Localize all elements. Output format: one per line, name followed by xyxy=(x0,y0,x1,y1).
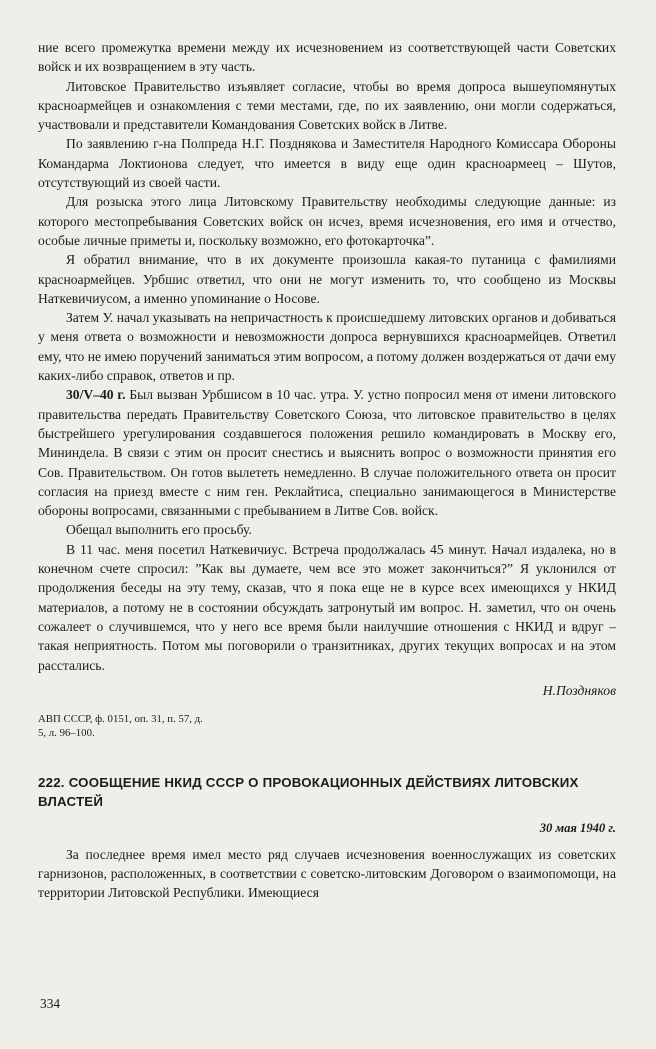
dated-entry-paragraph xyxy=(38,385,616,520)
document-number: 222. xyxy=(38,774,65,790)
entry-date: 30/V–40 г. xyxy=(66,387,126,403)
paragraph-2: Литовское Правительство изъявляет согласие, чтобы во время допроса вышеупомянутых красноармейцев и ознакомления с теми местами, где, по их заявлению, они могли содержаться, участвовали и представители Командования Советских войск в Литве. xyxy=(38,78,616,133)
text-column xyxy=(38,38,616,903)
page-number: 334 xyxy=(40,996,61,1011)
document-body: За последнее время имел место ряд случаев исчезновения военнослужащих из советских гарнизонов, расположенных, в соответствии с советско-литовским Договором о взаимопомощи, на территории Литовской Республики. Имеющиеся xyxy=(38,846,616,901)
signature: Н.Поздняков xyxy=(542,682,616,698)
paragraph-5: Я обратил внимание, что в их документе произошла какая-то путаница с фамилиями красноармейцев. Урбшис ответил, что они не могут изменить то, что сообщено из Москвы Наткевичиусом, а именно упоминание о Носове. xyxy=(38,252,616,306)
paragraph-4: Для розыска этого лица Литовскому Правительству необходимы следующие данные: из которого местопребывания Советских войск он исчез, время исчезновения, его имя и отчество, особые личные приметы и, поскольку возможно, его фотокарточка”. xyxy=(38,194,616,248)
paragraph-6: Затем У. начал указывать на непричастность к происшедшему литовских органов и добиваться у меня ответа о возможности и невозможности допроса вернувшихся красноармейцев. Ответил ему, что не имею поручений заниматься этим вопросом, а потому должен воздержаться от дачи ему каких-либо справок, ответов и пр. xyxy=(38,310,616,384)
archive-reference: АВП СССР, ф. 0151, оп. 31, п. 57, д. 5, л. 96–100. xyxy=(38,712,203,740)
paragraph-3: По заявлению г-на Полпреда Н.Г. Позднякова и Заместителя Народного Комиссара Обороны Командарма Локтионова следует, что имеется в виду еще один красноармеец – Шутов, отсутствующий из своей части. xyxy=(38,136,616,191)
paragraph-1: ние всего промежутка времени между их исчезновением из соответствующей части Советских войск и их возвращением в эту часть. xyxy=(38,40,616,75)
document-title xyxy=(38,773,616,811)
paragraph-7: Обещал выполнить его просьбу. xyxy=(66,522,252,538)
paragraph-8: В 11 час. меня посетил Наткевичиус. Встреча продолжалась 45 минут. Начал издалека, но в конечном счете спросил: ”Как вы думаете, чем все это может закончиться?” Я уклонился от продолжения беседы на эту тему, сказав, что я пока еще не в курсе всех имеющихся у НКИД материалов, а потому не в состоянии обсуждать затронутый им вопрос. Н. заметил, что он очень сожалеет о случившемся, что у него все время были наилучшие отношения с НКИД и вдруг – такая неприятность. Потом мы поговорили о транзитниках, других текущих вопросах и на этом расстались. xyxy=(38,541,616,673)
document-title-text: СООБЩЕНИЕ НКИД СССР О ПРОВОКАЦИОННЫХ ДЕЙСТВИЯХ ЛИТОВСКИХ ВЛАСТЕЙ xyxy=(38,774,579,809)
entry-text: Был вызван Урбшисом в 10 час. утра. У. устно попросил меня от имени литовского правительства передать Правительству Советского Союза, что литовское правительство в целях быстрейшего урегулирования создавшегося положения решило командировать в Москву его, Мининдела. В связи с этим он просит снестись и выяснить вопрос о возможности принятия его Сов. Правительством. Он готов вылететь немедленно. В случае положительного ответа он просит согласия на приезд вместе с ним ген. Реклайтиса, специально занимающегося в Министерстве обороны вопросами, связанными с пребыванием в Литве Сов. войск. xyxy=(38,387,617,519)
document-date: 30 мая 1940 г. xyxy=(539,820,616,835)
